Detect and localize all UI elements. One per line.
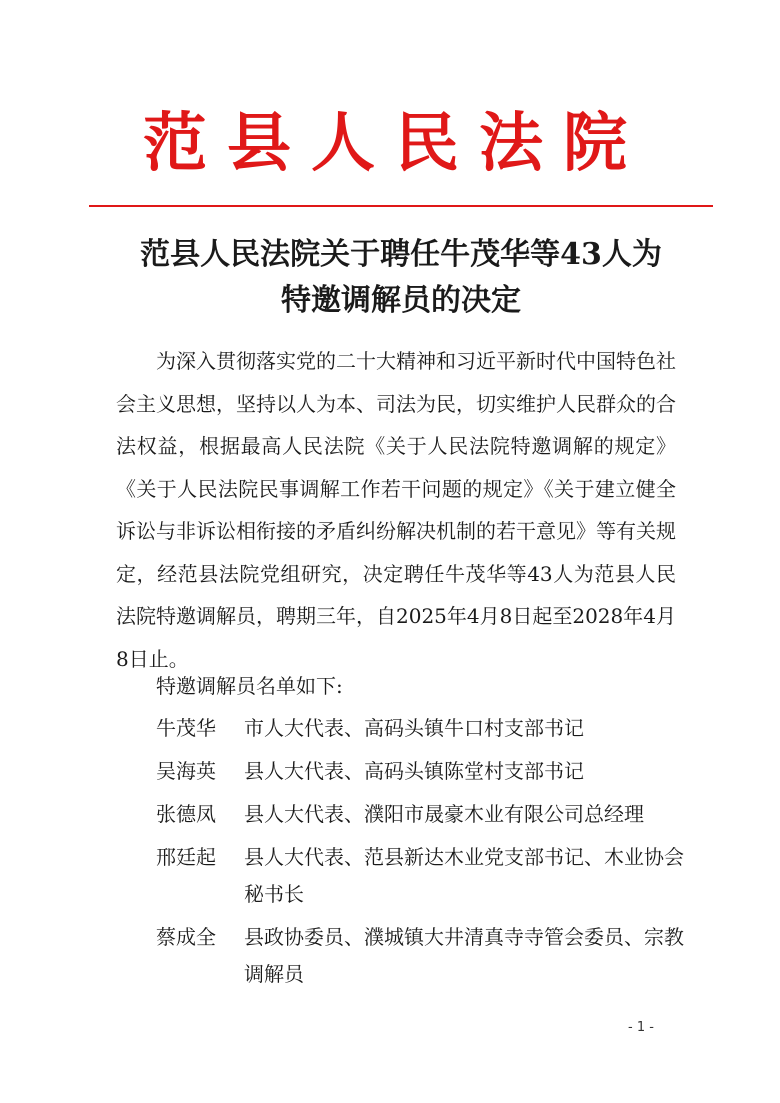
mediator-list-intro: 特邀调解员名单如下: <box>156 674 343 698</box>
red-divider-line <box>89 205 713 207</box>
mediator-name: 吴海英 <box>156 759 216 783</box>
mediator-name: 张德凤 <box>156 802 216 826</box>
title-line-2: 特邀调解员的决定 <box>281 283 521 318</box>
mediator-name: 牛茂华 <box>156 716 216 740</box>
mediator-entry <box>116 796 696 833</box>
mediator-entry <box>116 753 696 790</box>
mediator-entry <box>116 919 696 993</box>
mediator-role: 市人大代表、高码头镇牛口村支部书记 <box>244 716 584 740</box>
mediator-role: 县人大代表、范县新达木业党支部书记、木业协会秘书长 <box>244 845 684 906</box>
mediator-roster <box>116 710 696 999</box>
mediator-role: 县人大代表、高码头镇陈堂村支部书记 <box>244 759 584 783</box>
mediator-role: 县政协委员、濮城镇大井清真寺寺管会委员、宗教调解员 <box>244 925 684 986</box>
mediator-name: 邢廷起 <box>156 845 216 869</box>
court-masthead: 范县人民法院 <box>143 106 647 181</box>
mediator-role: 县人大代表、濮阳市晟豪木业有限公司总经理 <box>244 802 644 826</box>
mediator-name: 蔡成全 <box>156 925 216 949</box>
mediator-entry <box>116 710 696 747</box>
document-title <box>89 232 713 324</box>
title-line-1: 范县人民法院关于聘任牛茂华等43人为 <box>140 237 662 272</box>
page-number: - 1 - <box>628 1020 654 1035</box>
decision-body-paragraph: 为深入贯彻落实党的二十大精神和习近平新时代中国特色社会主义思想，坚持以人为本、司法为民，切实维护人民群众的合法权益，根据最高人民法院《关于人民法院特邀调解的规定》《关于人民法院民事调解工作若干问题的规定》《关于建立健全诉讼与非诉讼相衔接的矛盾纠纷解决机制的若干意见》等有关规定，经范县法院党组研究，决定聘任牛茂华等43人为范县人民法院特邀调解员，聘期三年，自2025年4月8日起至2028年4月8日止。 <box>116 349 676 671</box>
mediator-entry <box>116 839 696 913</box>
